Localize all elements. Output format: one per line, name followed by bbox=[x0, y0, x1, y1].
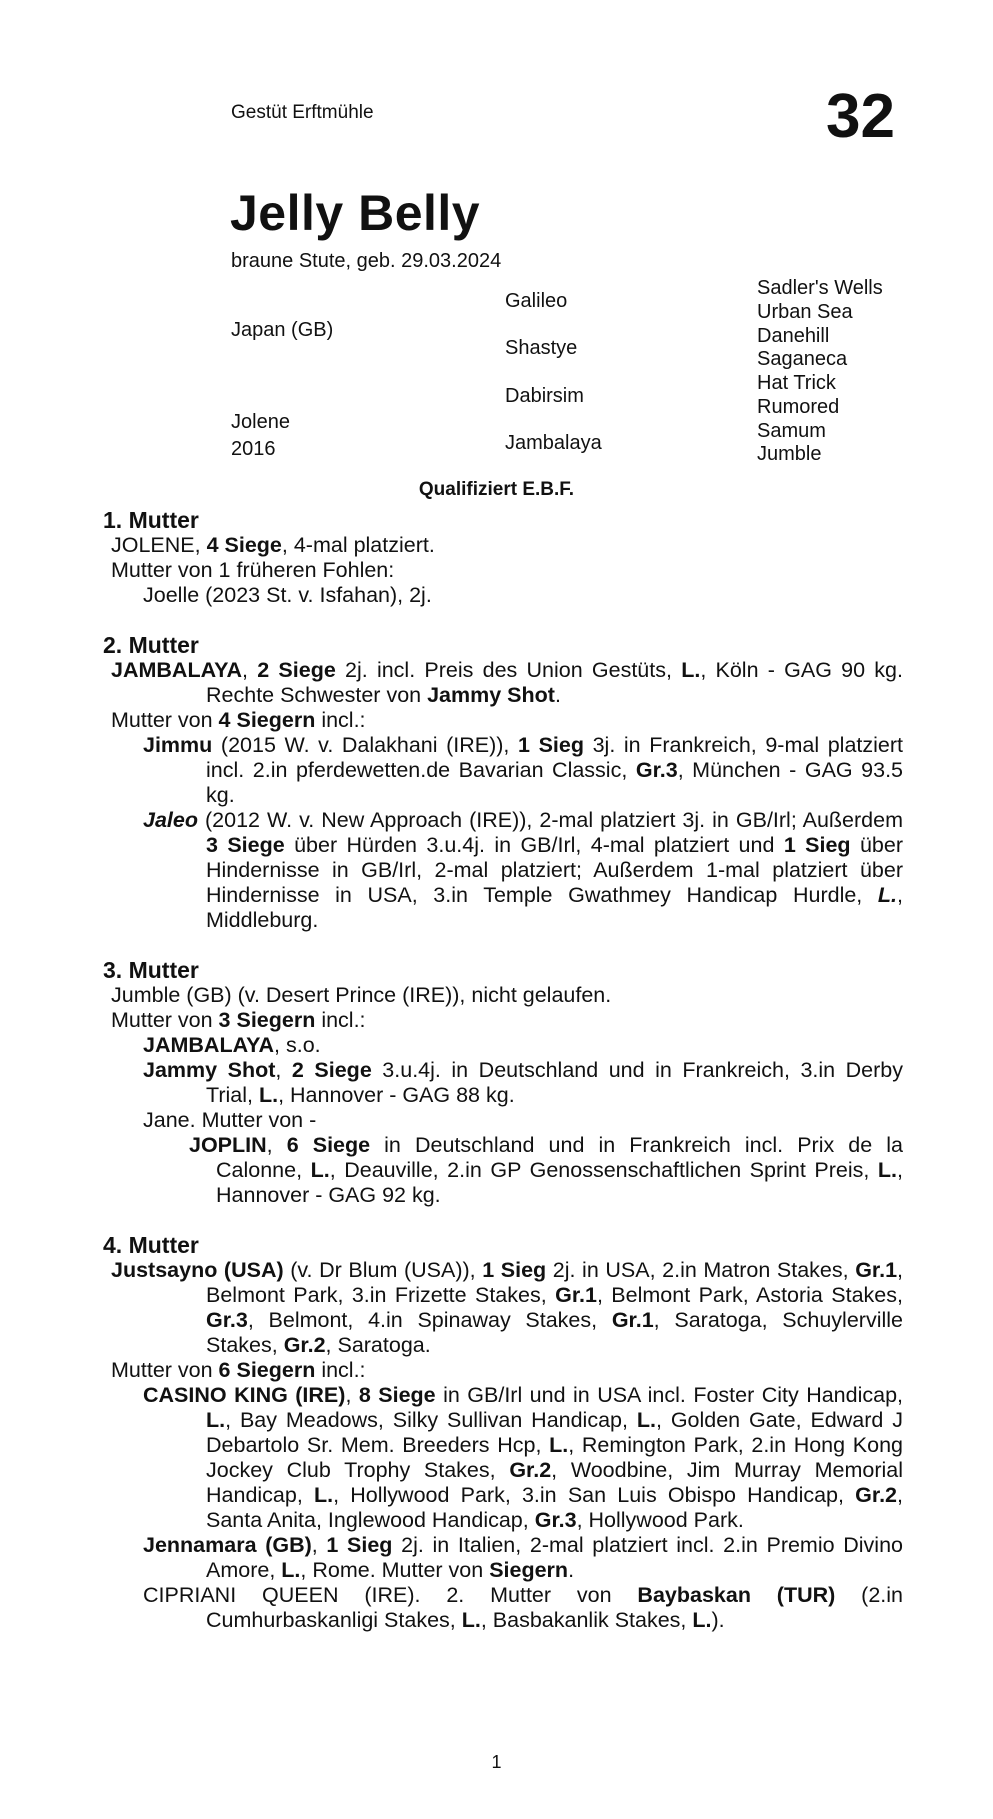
dam-line: JOLENE, 4 Siege, 4-mal platziert. bbox=[111, 533, 435, 557]
progeny-intro: Mutter von 1 früheren Fohlen: bbox=[111, 558, 395, 582]
grandparent: Danehill bbox=[757, 324, 830, 347]
section-title: 3. Mutter bbox=[103, 957, 199, 983]
grandparent: Urban Sea bbox=[757, 300, 853, 323]
grandparent: Hat Trick bbox=[757, 372, 836, 394]
pedigree-dam: Jolene bbox=[231, 411, 290, 433]
dam-line: Jumble (GB) (v. Desert Prince (IRE)), nicht gelaufen. bbox=[111, 983, 612, 1007]
progeny-entry: Jane. Mutter von - bbox=[143, 1108, 317, 1132]
progeny-entry: JAMBALAYA, s.o. bbox=[143, 1033, 321, 1057]
progeny-entry: CASINO KING (IRE), 8 Siege in GB/Irl und in USA incl. Foster City Handicap, L., Bay Meadows, Silky Sullivan Handicap, L., Golden Gate, Edward J Debartolo Sr. Mem. Breeders Hcp, L., Remington Park, 2.in Hong Kong Jockey Club Trophy Stakes, Gr.2, Woodbine, Jim Murray Memorial Handicap, L., Hollywood Park, 3.in San Luis Obispo Handicap, Gr.2, Santa Anita, Inglewood Handicap, Gr.3, Hollywood Park. bbox=[143, 1383, 904, 1532]
qualification: Qualifiziert E.B.F. bbox=[418, 479, 575, 500]
grandparent: Rumored bbox=[757, 395, 840, 418]
progeny-intro: Mutter von 6 Siegern incl.: bbox=[111, 1358, 366, 1382]
grandparent: Samum bbox=[757, 419, 826, 442]
section-title: 1. Mutter bbox=[103, 507, 199, 533]
dam-line: JAMBALAYA, 2 Siege 2j. incl. Preis des Union Gestüts, L., Köln - GAG 90 kg. Rechte Schwester von Jammy Shot. bbox=[111, 658, 903, 707]
progeny-entry: CIPRIANI QUEEN (IRE). 2. Mutter von Baybaskan (TUR) (2.in Cumhurbaskanligi Stakes, L., Basbakanlik Stakes, L.). bbox=[143, 1583, 904, 1632]
progeny-entry: Jaleo (2012 W. v. New Approach (IRE)), 2-mal platziert 3j. in GB/Irl; Außerdem 3 Siege über Hürden 3.u.4j. in GB/Irl, 4-mal platziert und 1 Sieg über Hindernisse in GB/Irl, 2-mal platziert; Außerdem 1-mal platziert über Hindernisse in USA, 3.in Temple Gwathmey Handicap Hurdle, L., Middleburg. bbox=[143, 808, 903, 932]
grandparent: Jumble bbox=[757, 443, 822, 466]
progeny-entry: Joelle (2023 St. v. Isfahan), 2j. bbox=[143, 583, 432, 607]
progeny-entry: Jennamara (GB), 1 Sieg 2j. in Italien, 2-mal platziert incl. 2.in Premio Divino Amore, L., Rome. Mutter von Siegern. bbox=[143, 1533, 903, 1582]
progeny-entry: Jammy Shot, 2 Siege 3.u.4j. in Deutschland und in Frankreich, 3.in Derby Trial, L., Hannover - GAG 88 kg. bbox=[143, 1058, 903, 1107]
grandparent: Sadler's Wells bbox=[757, 277, 883, 299]
progeny-entry: JOPLIN, 6 Siege in Deutschland und in Frankreich incl. Prix de la Calonne, L., Deauville, 2.in GP Genossenschaftlichen Sprint Preis, L., Hannover - GAG 92 kg. bbox=[189, 1133, 903, 1207]
pedigree-sire-sire: Galileo bbox=[505, 290, 568, 312]
pedigree-dam-year: 2016 bbox=[231, 438, 276, 460]
progeny-intro: Mutter von 3 Siegern incl.: bbox=[111, 1008, 366, 1032]
horse-name: Jelly Belly bbox=[230, 185, 481, 241]
dam-line: Justsayno (USA) (v. Dr Blum (USA)), 1 Sieg 2j. in USA, 2.in Matron Stakes, Gr.1, Belmont Park, 3.in Frizette Stakes, Gr.1, Belmont Park, Astoria Stakes, Gr.3, Belmont, 4.in Spinaway Stakes, Gr.1, Saratoga, Schuylerville Stakes, Gr.2, Saratoga. bbox=[111, 1258, 904, 1357]
section-title: 4. Mutter bbox=[103, 1232, 199, 1258]
breeder-name: Gestüt Erftmühle bbox=[231, 102, 374, 123]
lot-number: 32 bbox=[826, 82, 895, 151]
horse-description: braune Stute, geb. 29.03.2024 bbox=[231, 250, 502, 272]
pedigree-dam-dam: Jambalaya bbox=[505, 432, 602, 454]
grandparent: Saganeca bbox=[757, 348, 848, 371]
section-title: 2. Mutter bbox=[103, 632, 199, 658]
pedigree-dam-sire: Dabirsim bbox=[505, 385, 584, 407]
catalogue-body bbox=[103, 508, 903, 1633]
pedigree-grandparents bbox=[757, 277, 883, 467]
progeny-intro: Mutter von 4 Siegern incl.: bbox=[111, 708, 366, 732]
pedigree-sire-dam: Shastye bbox=[505, 337, 578, 359]
pedigree-sire: Japan (GB) bbox=[231, 319, 334, 341]
page-number: 1 bbox=[491, 1752, 502, 1772]
progeny-entry: Jimmu (2015 W. v. Dalakhani (IRE)), 1 Sieg 3j. in Frankreich, 9-mal platziert incl. 2.in pferdewetten.de Bavarian Classic, Gr.3, München - GAG 93.5 kg. bbox=[143, 733, 904, 807]
